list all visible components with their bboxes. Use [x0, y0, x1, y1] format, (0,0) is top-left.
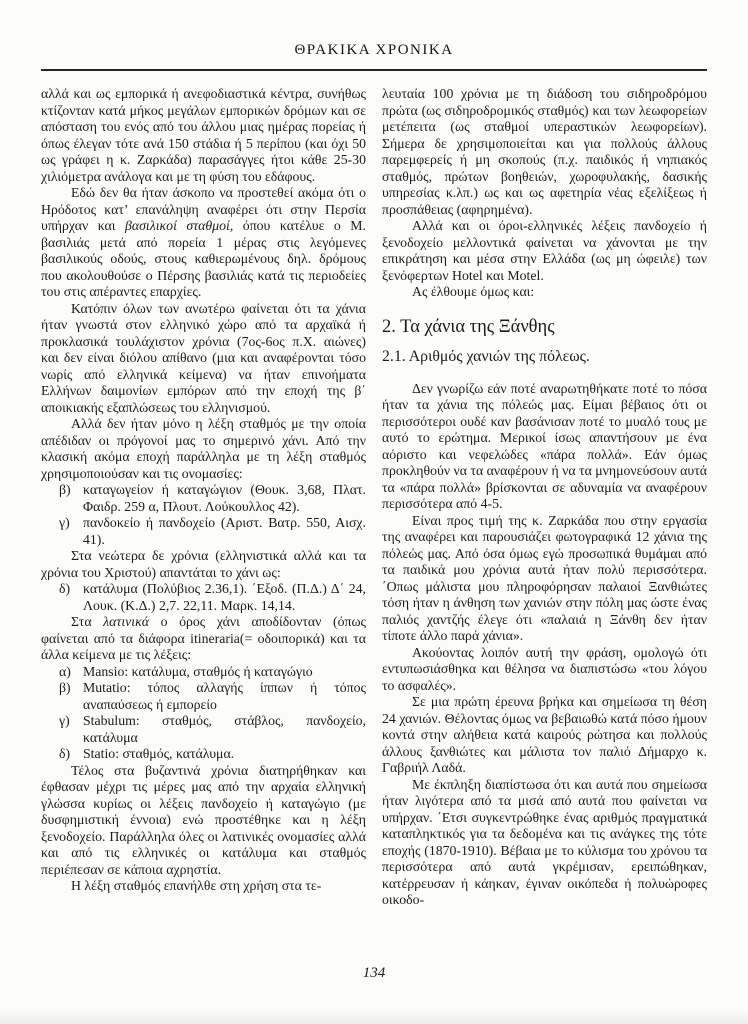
list-marker: γ): [59, 515, 70, 530]
italic-text: λατινικά: [103, 614, 149, 629]
list-item-text: καταγωγείον ή καταγώγιον (Θουκ. 3,68, Πλατ. Φαιδρ. 259 α, Πλουτ. Λούκουλλος 42).: [83, 482, 366, 514]
header-rule: [41, 69, 707, 71]
list-item-text: Stabulum: σταθμός, στάβλος, πανδοχείο, κατάλυμα: [83, 713, 366, 745]
paragraph: Αλλά και οι όροι-ελληνικές λέξεις πανδοχείο ή ξενοδοχείο μελλοντικά φαίνεται να χάνονται με την επικράτηση και μέσα στην Ελλάδα (ως μη ώφειλε) των ξενόφερτων Hotel και Motel.: [382, 218, 707, 283]
paragraph: Ας έλθουμε όμως και:: [412, 284, 535, 299]
list-item-text: Statio: σταθμός, κατάλυμα.: [83, 746, 235, 761]
list-item: [41, 680, 366, 713]
paragraph: λευταία 100 χρόνια με τη διάδοση του σιδηροδρόμου πρώτα (ως σιδηροδρομικός σταθμός) και των λεωφορείων μετέπειτα (ως σταθμοί υπεραστικών λεωφορείων). Σήμερα δε χρησιμοποιείται και για πολλούς άλλους παρεμφερείς ή μη σκοπούς (π.χ. παιδικός ή νηπιακός σταθμός, πρώτων βοηθειών, χωροφυλακής, δασικής υπηρεσίας κ.λπ.) ως και ως αφετηρία νέας εξελίξεως ή προσπάθειας (αφηρημένα).: [382, 86, 707, 217]
subsection-heading: 2.1. Αριθμός χανιών της πόλεως.: [382, 347, 590, 365]
page-number: 134: [362, 965, 386, 981]
list-item: [41, 664, 366, 681]
italic-text: βασιλικοί σταθμοί: [124, 218, 230, 233]
list-marker: β): [59, 680, 71, 695]
paragraph: Αλλά δεν ήταν μόνο η λέξη σταθμός με την οποία απέδιδαν οι πρόγονοί μας το σημερινό χάνι. Από την κλασική ακόμα εποχή παράλληλα με τη λέξη σταθμός χρησιμοποιούσαν και τις ονομασίες:: [41, 416, 366, 481]
paragraph: αλλά και ως εμπορικά ή ανεφοδιαστικά κέντρα, συνήθως κτίζονταν κατά μήκος μεγάλων εμπορικών δρόμων και σε απόσταση του ενός από του άλλου μιας ημέρας πορείας ή όπως έλεγαν τότε ανά 150 στάδια ή 5 περίπου (και όχι 50 ως γράφει η κ. Ζαρκάδα) παρασάγγες ήτοι κάθε 25-30 χιλιόμετρα ανάλογα και με τη φύση του εδάφους.: [41, 86, 366, 184]
paragraph: Εδώ δεν θα ήταν άσκοπο να προστεθεί ακόμα ότι ο Ηρόδοτος κατ’ επανάληψη αναφέρει ότι στην Περσία υπήρχαν και βασιλικοί σταθμοί, όπου κατέλυε ο Μ. βασιλιάς μετά από πορεία 1 μέρας στις λεγόμενες βασιλικούς οδούς, στους καθιερωμένους δηλ. δρόμους που ακολουθούσε ο Πέρσης βασιλιάς κατά τις περιοδείες του στις απέραντες επαρχίες.: [41, 185, 366, 299]
list-item-text: Mutatio: τόπος αλλαγής ίππων ή τόπος αναπαύσεως ή εμπορείο: [83, 680, 366, 712]
running-header-title: ΘΡΑΚΙΚΑ ΧΡΟΝΙΚΑ: [294, 42, 454, 58]
two-column-body: [41, 86, 707, 909]
paragraph: Στα λατινικά ο όρος χάνι αποδίδονταν (όπως φαίνεται από τα διάφορα itineraria(= οδοιπορικά) και τα άλλα κείμενα με τις λέξεις:: [41, 614, 366, 662]
list-item: [41, 515, 366, 548]
left-column: [41, 86, 366, 909]
right-column: [382, 86, 707, 909]
list-item-text: Mansio: κατάλυμα, σταθμός ή καταγώγιο: [83, 663, 313, 679]
paragraph: Σε μια πρώτη έρευνα βρήκα και σημείωσα τη θέση 24 χανιών. Θέλοντας όμως να βεβαιωθώ κατά πόσο ήμουν κοντά στην αλήθεια κατά καιρούς ρώτησα και πολλούς άλλους ξανθιώτες και μάλιστα τον παλιό Δήμαρχο κ. Γαβριήλ Λαδά.: [382, 694, 707, 775]
list-marker: γ): [59, 713, 70, 728]
paragraph: Η λέξη σταθμός επανήλθε στη χρήση στα τε-: [71, 878, 322, 893]
list-item-text: πανδοκείο ή πανδοχείο (Αριστ. Βατρ. 550, Αισχ. 41).: [83, 515, 366, 547]
list-marker: δ): [59, 746, 71, 761]
list-item: [41, 581, 366, 614]
list-item: [41, 746, 366, 763]
paragraph: Δεν γνωρίζω εάν ποτέ αναρωτηθήκατε ποτέ το πόσα ήταν τα χάνια της πόλεώς μας. Είμαι βέβαιος ότι οι περισσότεροι ουδέ καν βασάνισαν ποτέ το μυαλό τους με αυτό το ερώτημα. Μερικοί ίσως απαντήσουν με ένα αόριστο και νεφελώδες «πάρα πολλά». Εάν όμως προκληθούν να τα αναφέρουν ή να τα μνημονεύσουν αυτά τα «πάρα πολλά» βρίσκονται σε αδυναμία να αναφέρουν περισσότερα από 4-5.: [382, 380, 707, 511]
list-item: [41, 713, 366, 746]
section-heading: 2. Τα χάνια της Ξάνθης: [382, 316, 555, 337]
paragraph: Κατόπιν όλων των ανωτέρω φαίνεται ότι τα χάνια ήταν γνωστά στον ελληνικό χώρο από τα αρχαϊκά ή προκλασικά τουλάχιστον χρόνια (7ος-6ος π.Χ. αιώνες) και δεν είναι διόλου απίθανο (μια και αναφέρονται τόσο νωρίς από ελληνικά κείμενα) να ήταν επινοήματα Ελλήνων δαιμονίων εμπόρων από την εποχή της β΄ αποικιακής εξαπλώσεως του ελληνισμού.: [41, 300, 366, 415]
list-item: [41, 482, 366, 515]
paragraph: Είναι προς τιμή της κ. Ζαρκάδα που στην εργασία της αναφέρει και παρουσιάζει φωτογραφικά 12 χάνια της πόλεώς μας. Από όσα όμως εγώ προσωπικά θυμάμαι από τα παιδικά μου χρόνια αυτά ήταν πολύ περισσότερα. ΄Οπως μάλιστα μου πληροφόρησαν παλαιοί Ξανθιώτες τόση ήταν η άνθηση των χανιών στην πόλη μας ώστε ένας παλιός χαντζής έλεγε ότι «παλαιά η Ξάνθη δεν ήταν τίποτε άλλο παρά χάνια».: [382, 512, 707, 643]
paragraph: Στα νεώτερα δε χρόνια (ελληνιστικά αλλά και τα χρόνια του Χριστού) απαντάται το χάνι ως:: [41, 548, 366, 580]
list-marker: α): [59, 663, 71, 679]
paragraph: Με έκπληξη διαπίστωσα ότι και αυτά που σημείωσα ήταν λιγότερα από τα μισά από αυτά που φαίνεται να υπήρχαν. ΄Ετσι συγκεντρώθηκε ένας αριθμός πραγματικά καταπληκτικός για τα δεδομένα και τις ανάγκες της τότε εποχής (1870-1910). Βέβαια με το κύλισμα του χρόνου τα περισσότερα από αυτά γκρέμισαν, ερειπώθηκαν, κατέρρευσαν ή κάηκαν, έγιναν οικόπεδα ή πολυώροφες οικοδο-: [382, 776, 707, 907]
paragraph: Τέλος στα βυζαντινά χρόνια διατηρήθηκαν και έφθασαν μέχρι τις μέρες μας από την αρχαία ελληνική γλώσσα κυρίως οι λέξεις πανδοχείο ή καταγώγιο (με δυσφημιστική έννοια) ενώ προστέθηκε και η λέξη ξενοδοχείο. Παράλληλα όλες οι λατινικές ονομασίες αλλά και από τις ελληνικές οι κατάλυμα και σταθμός περιέπεσαν σε κάποια αχρηστία.: [41, 762, 366, 877]
list-marker: β): [59, 482, 71, 497]
list-item-text: κατάλυμα (Πολύβιος 2.36,1). ΄Εξοδ. (Π.Δ.) Δ΄ 24, Λουκ. (Κ.Δ.) 2,7. 22,11. Μαρκ. 14,14.: [83, 581, 366, 613]
list-marker: δ): [59, 581, 71, 596]
paragraph: Ακούοντας λοιπόν αυτή την φράση, ομολογώ ότι εντυπωσιάσθηκα και θέλησα να διαπιστώσω «του λόγου το ασφαλές».: [382, 644, 707, 693]
